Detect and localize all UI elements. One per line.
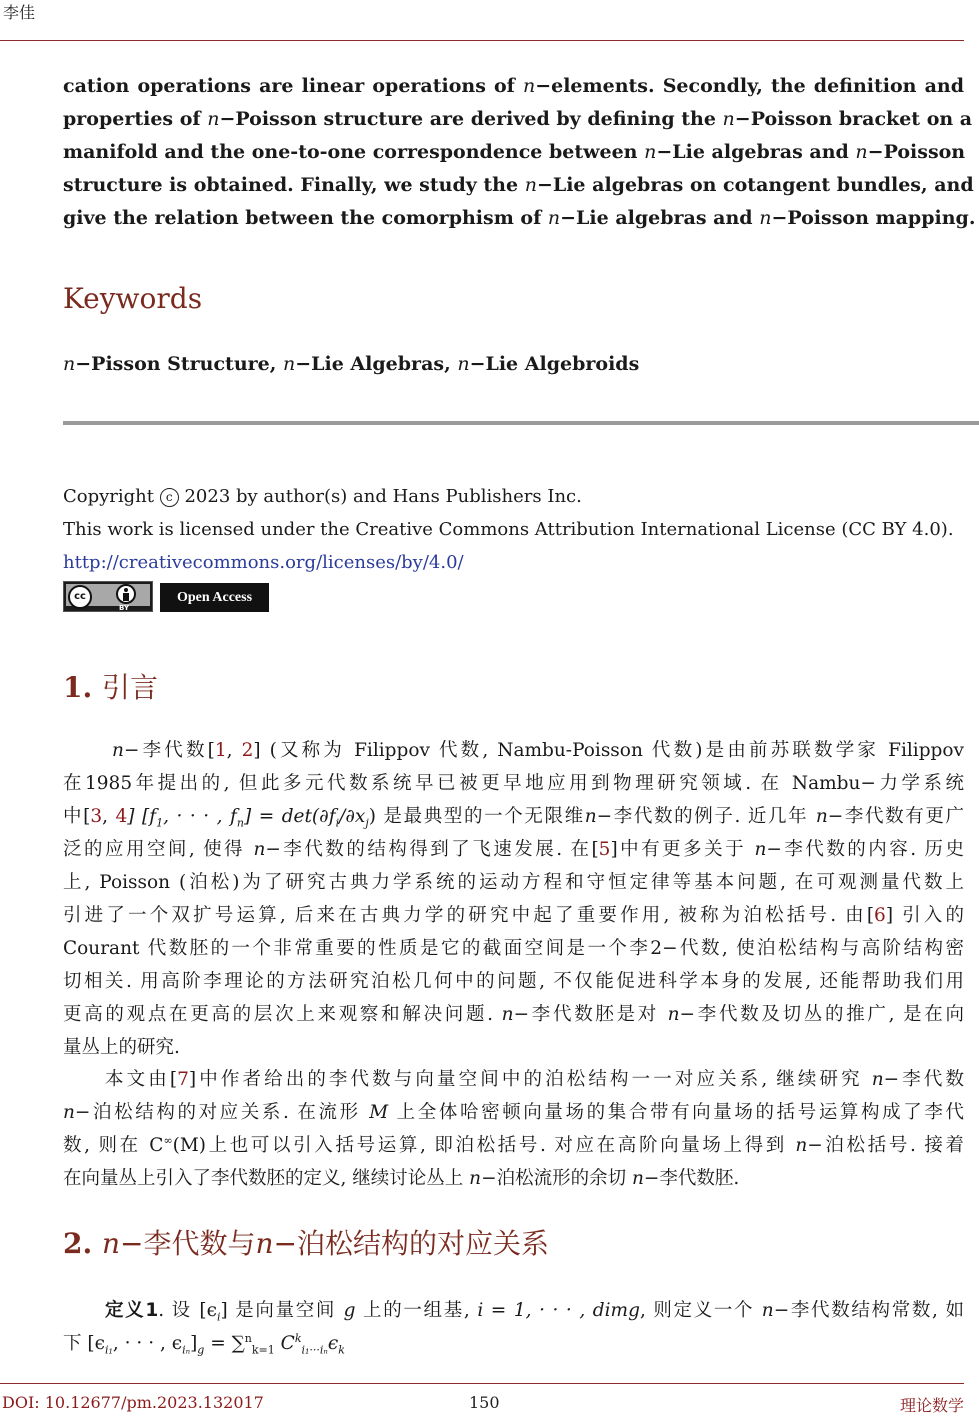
abstract-line: properties of n−Poisson structure are derived by defining the n−Poisson bracket on a (63, 108, 973, 130)
license-line: This work is licensed under the Creative Commons Attribution International License (CC BY 4.0). (63, 519, 954, 540)
running-head: 李佳 (3, 3, 36, 22)
text-line: n−泊松结构的对应关系. 在流形 M 上全体哈密顿向量场的集合带有向量场的括号运算构成了李代 (63, 1102, 964, 1123)
section-1-paragraph-1 (63, 734, 964, 1064)
definition-1 (63, 1294, 964, 1360)
header-rule (0, 40, 964, 41)
text-line: 泛的应用空间, 使得 n−李代数的结构得到了飞速发展. 在[5]中有更多关于 n−李代数的内容. 历史 (63, 839, 964, 860)
text-line: 数, 则在 C∞(M)上也可以引入括号运算, 即泊松括号. 对应在高阶向量场上得到 n−泊松括号. 接着 (63, 1133, 964, 1156)
text-line: n−李代数[1, 2] (又称为 Filippov 代数, Nambu-Poisson 代数)是由前苏联数学家 Filippov (112, 740, 964, 761)
text-line: 在向量丛上引入了李代数胚的定义, 继续讨论丛上 n−泊松流形的余切 n−李代数胚. (63, 1168, 740, 1189)
text-line: 在1985年提出的, 但此多元代数系统早已被更早地应用到物理研究领域. 在 Nambu−力学系统 (63, 773, 964, 794)
text-line: 下 [$\epsilon_{i_1}$, · · · , $\epsilon_{i_n}]_g = \sum^n_{k=1}$ $C^k_{i_1\cdot\cdot\cdot i_n}\epsilon_k$ (63, 1331, 345, 1357)
section-1-paragraph-2 (63, 1063, 964, 1195)
text-line: 本文由[7]中作者给出的李代数与向量空间中的泊松结构一一对应关系, 继续研究 n−李代数 (105, 1069, 964, 1090)
creative-commons-icon: cc (68, 585, 92, 609)
open-access-badge: Open Access (160, 583, 269, 612)
text-line: 定义1. 设 $[\epsilon_i]$ 是向量空间 g 上的一组基, i = 1, · · · , dimg, 则定义一个 n−李代数结构常数, 如 (105, 1300, 964, 1324)
text-line: 更高的观点在更高的层次上来观察和解决问题. n−李代数胚是对 n−李代数及切丛的推广, 是在向 (63, 1004, 964, 1025)
section-1-heading: 1. 引言 (63, 671, 158, 704)
text-line: Courant 代数胚的一个非常重要的性质是它的截面空间是一个李2−代数, 使泊松结构与高阶结构密 (63, 938, 964, 959)
section-2-heading: 2. n−李代数与n−泊松结构的对应关系 (63, 1227, 550, 1260)
license-link[interactable]: http://creativecommons.org/licenses/by/4.0/ (63, 552, 464, 573)
copyright-icon: c (160, 488, 179, 507)
copyright-block (63, 480, 954, 579)
abstract-line: structure is obtained. Finally, we study the n−Lie algebras on cotangent bundles, and (63, 174, 974, 196)
keywords-list: n−Pisson Structure, n−Lie Algebras, n−Lie Algebroids (63, 353, 640, 375)
text-line: 量丛上的研究. (63, 1037, 180, 1058)
section-divider (63, 421, 979, 425)
abstract-line: give the relation between the comorphism of n−Lie algebras and n−Poisson mapping. (63, 207, 976, 229)
definition-label: 定义1 (105, 1300, 159, 1321)
copyright-line: Copyright c 2023 by author(s) and Hans Publishers Inc. (63, 486, 582, 507)
abstract (63, 70, 976, 235)
text-line: 切相关. 用高阶李理论的方法研究泊松几何中的问题, 不仅能促进科学本身的发展, 还能帮助我们用 (63, 971, 964, 992)
keywords-heading: Keywords (63, 282, 203, 315)
page-number: 150 (469, 1393, 500, 1412)
text-line: 上, Poisson (泊松)为了研究古典力学系统的运动方程和守恒定律等基本问题, 在可观测量代数上 (63, 872, 964, 893)
cc-by-badge-icon[interactable]: cc BY (63, 581, 153, 612)
text-line: 引进了一个双扩号运算, 后来在古典力学的研究中起了重要作用, 被称为泊松括号. 由[6] 引入的 (63, 905, 964, 926)
abstract-line: cation operations are linear operations of n−elements. Secondly, the definition and (63, 75, 964, 97)
attribution-person-icon (116, 584, 136, 604)
abstract-line: manifold and the one-to-one correspondence between n−Lie algebras and n−Poisson (63, 141, 966, 163)
journal-name[interactable]: 理论数学 (899, 1396, 964, 1415)
doi-link[interactable]: DOI: 10.12677/pm.2023.132017 (2, 1393, 264, 1412)
text-line: 中[3, 4] [$f_1$, · · · , $f_n] = \det(\partial f_i/\partial x_j)$ 是最典型的一个无限维n−李代数的例子. 近几年 n−李代数有更广 (63, 806, 964, 830)
footer-rule (0, 1383, 964, 1384)
